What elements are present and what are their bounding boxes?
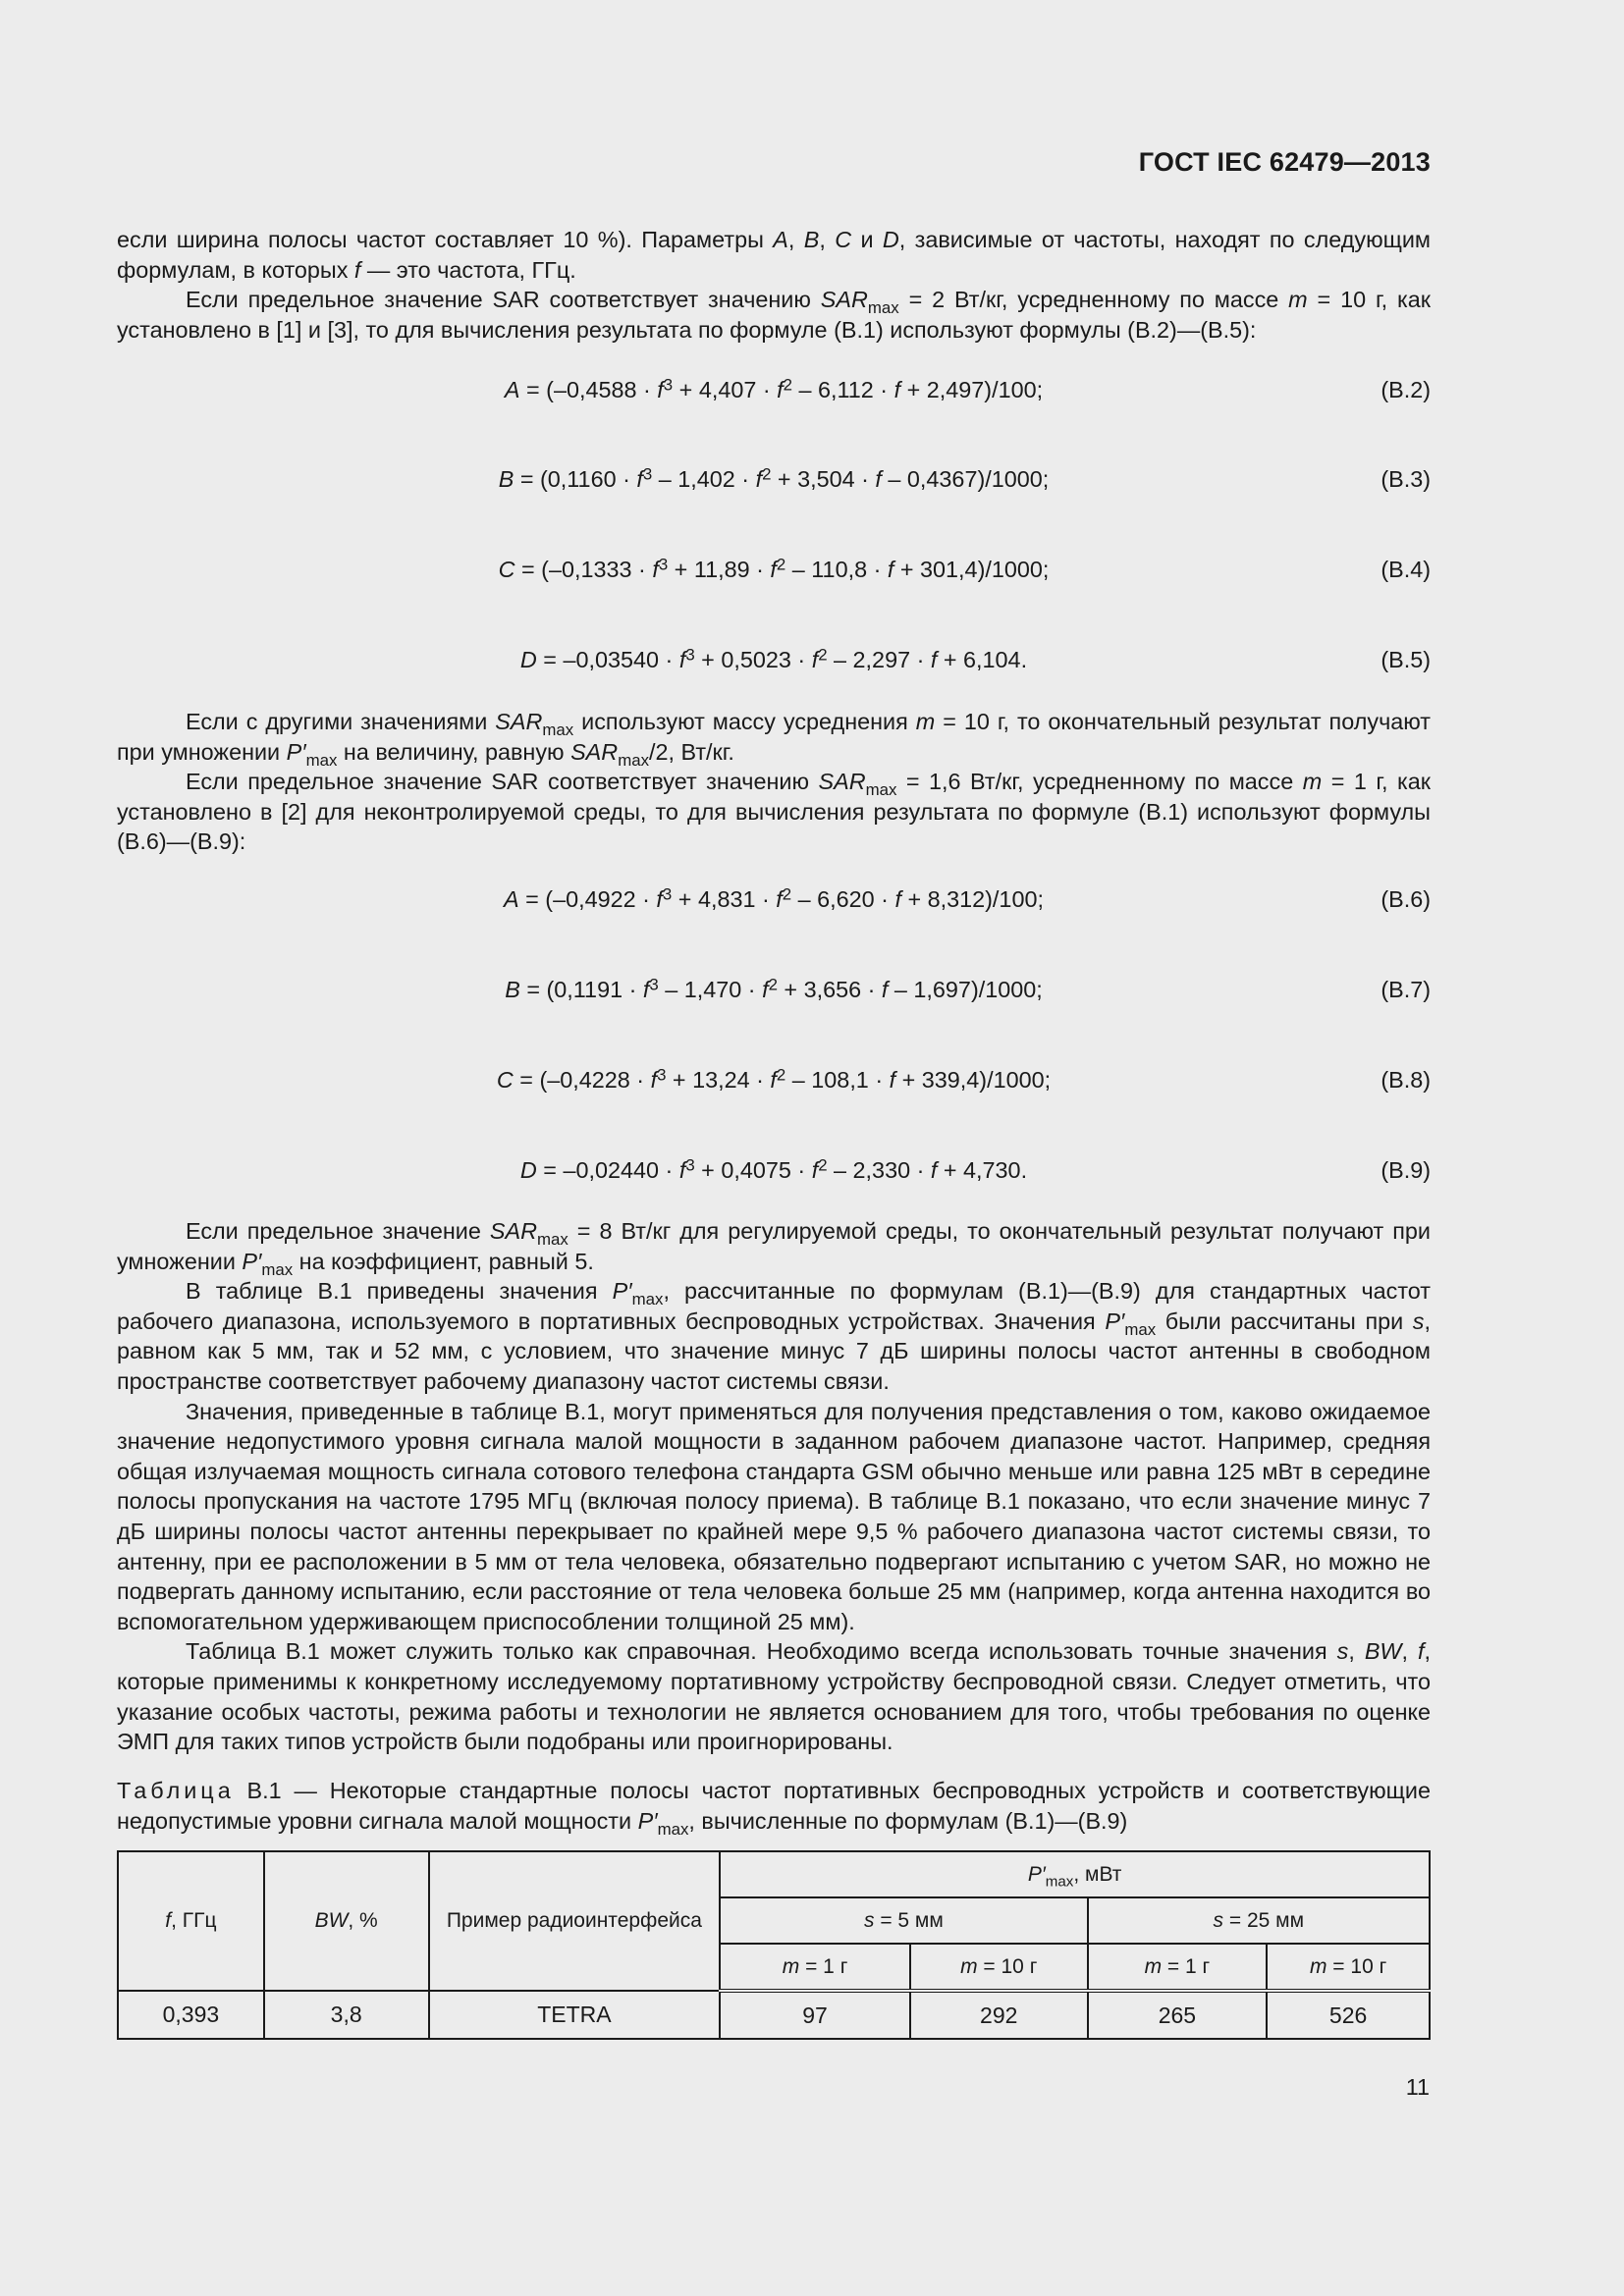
table-cell: 0,393: [118, 1991, 264, 2039]
header-power: $P'_{max}$, мВт: [720, 1851, 1430, 1897]
header-m10: m = 10 г: [1267, 1944, 1430, 1991]
formula-number: (В.4): [1380, 557, 1431, 582]
formula-b2: $A = (-0,4588 \cdot f^3 + 4,407 \cdot f^2 - 6,112 \cdot f + 2,497)/100$; (В.2): [117, 374, 1431, 405]
middle-text: [117, 707, 1431, 857]
formula-number: (В.7): [1380, 977, 1431, 1002]
formula-b9: $D = -0,02440 \cdot f^3 + 0,4075 \cdot f^2 - 2,330 \cdot f + 4,730$. (В.9): [117, 1154, 1431, 1186]
formula-number: (В.8): [1380, 1067, 1431, 1093]
table-caption-label: Таблица: [117, 1778, 235, 1803]
table-row: [118, 1991, 1430, 2039]
formula-b5: $D = -0,03540 \cdot f^3 + 0,5023 \cdot f^2 - 2,297 \cdot f + 6,104$. (В.5): [117, 644, 1431, 675]
table-cell: 526: [1267, 1991, 1430, 2039]
formula-b8: $C = (-0,4228 \cdot f^3 + 13,24 \cdot f^2 - 108,1 \cdot f + 339,4)/1000$; (В.8): [117, 1064, 1431, 1095]
table-cell: 292: [910, 1991, 1088, 2039]
header-bandwidth: BW, %: [264, 1851, 429, 1991]
header-s5: s = 5 мм: [720, 1897, 1087, 1944]
header-m1: m = 1 г: [1088, 1944, 1268, 1991]
main-text: [117, 1216, 1431, 1757]
header-m10: m = 10 г: [910, 1944, 1088, 1991]
paragraph-6: В таблице В.1 приведены значения $P'_{max}$, рассчитанные по формулам (В.1)—(В.9) для стандартных частот рабочего диапазона, используемого в портативных беспроводных устройствах. Значения $P'_{max}$ были рассчитаны при s, равном как 5 мм, так и 52 мм, с условием, что значение минус 7 дБ ширины полосы частот антенны в свободном пространстве соответствует рабочему диапазону частот системы связи.: [117, 1278, 1431, 1394]
intro-text: [117, 225, 1431, 345]
formula-number: (В.6): [1380, 886, 1431, 912]
paragraph-1: если ширина полосы частот составляет 10 %). Параметры A, B, C и D, зависимые от частоты, находят по следующим формулам, в которых f — это частота, ГГц.: [117, 227, 1432, 283]
formula-number: (В.2): [1380, 377, 1431, 402]
header-m1: m = 1 г: [720, 1944, 910, 1991]
paragraph-3: Если с другими значениями $SAR_{max}$ используют массу усреднения m = 10 г, то окончательный результат получают при умножении $P'_{max}$ на величину, равную $SAR_{max}/2$, Вт/кг.: [117, 709, 1432, 770]
formula-b7: $B = (0,1191 \cdot f^3 - 1,470 \cdot f^2 + 3,656 \cdot f - 1,697)/1000$; (В.7): [117, 974, 1431, 1005]
table-cell: 265: [1088, 1991, 1268, 2039]
table-cell: TETRA: [429, 1991, 721, 2039]
table-cell: 97: [720, 1991, 910, 2039]
paragraph-5: Если предельное значение $SAR_{max} = 8$ Вт/кг для регулируемой среды, то окончательный результат получают при умножении $P'_{max}$ на коэффициент, равный 5.: [117, 1218, 1431, 1279]
formula-number: (В.3): [1380, 466, 1431, 492]
paragraph-8: Таблица В.1 может служить только как справочная. Необходимо всегда использовать точные значения s, BW, f, которые применимы к конкретному исследуемому портативному устройству беспроводной связи. Следует отметить, что указание особых частоты, режима работы и технологии не является основанием для того, чтобы требования по оценке ЭМП для таких типов устройств были подобраны или проигнорированы.: [117, 1638, 1431, 1755]
header-s25: s = 25 мм: [1088, 1897, 1430, 1944]
formula-b3: $B = (0,1160 \cdot f^3 - 1,402 \cdot f^2 + 3,504 \cdot f - 0,4367)/1000$; (В.3): [117, 463, 1431, 495]
paragraph-4: Если предельное значение SAR соответствует значению $SAR_{max} = 1,6$ Вт/кг, усредненному по массе m = 1 г, как установлено в [2] для неконтролируемой среды, то для вычисления результата по формуле (В.1) используют формулы (В.6)—(В.9):: [117, 769, 1431, 855]
paragraph-7: Значения, приведенные в таблице В.1, могут применяться для получения представления о том, каково ожидаемое значение недопустимого уровня сигнала малой мощности в заданном рабочем диапазоне частот. Например, средняя общая излучаемая мощность сигнала сотового телефона стандарта GSM обычно меньше или равна 125 мВт в середине полосы пропускания на частоте 1795 МГц (включая полосу приема). В таблице В.1 показано, что если значение минус 7 дБ ширины полосы частот антенны перекрывает по крайней мере 9,5 % рабочего диапазона частот системы связи, то антенну, при ее расположении в 5 мм от тела человека, обязательно подвергают испытанию с учетом SAR, но можно не подвергать данному испытанию, если расстояние от тела человека больше 25 мм (например, когда антенна находится во вспомогательном удерживающем приспособлении толщиной 25 мм).: [117, 1398, 1431, 1634]
data-table: [117, 1850, 1431, 2040]
page-number: 11: [1405, 2074, 1430, 2100]
standard-header: ГОСТ IEC 62479—2013: [1138, 147, 1431, 177]
header-radio-interface: Пример радиоинтерфейса: [429, 1851, 721, 1991]
paragraph-2: Если предельное значение SAR соответствует значению $SAR_{max} = 2$ Вт/кг, усредненному по массе m = 10 г, как установлено в [1] и [3], то для вычисления результата по формуле (В.1) используют формулы (В.2)—(В.5):: [117, 287, 1431, 343]
table-caption: Таблица В.1 — Некоторые стандартные полосы частот портативных беспроводных устройств и соответствующие недопустимые уровни сигнала малой мощности $P'_{max}$, вычисленные по формулам (В.1)—(В.9): [117, 1778, 1431, 1839]
header-frequency: f, ГГц: [118, 1851, 264, 1991]
formula-b4: $C = (-0,1333 \cdot f^3 + 11,89 \cdot f^2 - 110,8 \cdot f + 301,4)/1000$; (В.4): [117, 554, 1431, 585]
formula-number: (В.5): [1380, 647, 1431, 672]
table-cell: 3,8: [264, 1991, 429, 2039]
formula-b6: $A = (-0,4922 \cdot f^3 + 4,831 \cdot f^2 - 6,620 \cdot f + 8,312)/100$; (В.6): [117, 883, 1431, 915]
formula-number: (В.9): [1380, 1157, 1431, 1183]
